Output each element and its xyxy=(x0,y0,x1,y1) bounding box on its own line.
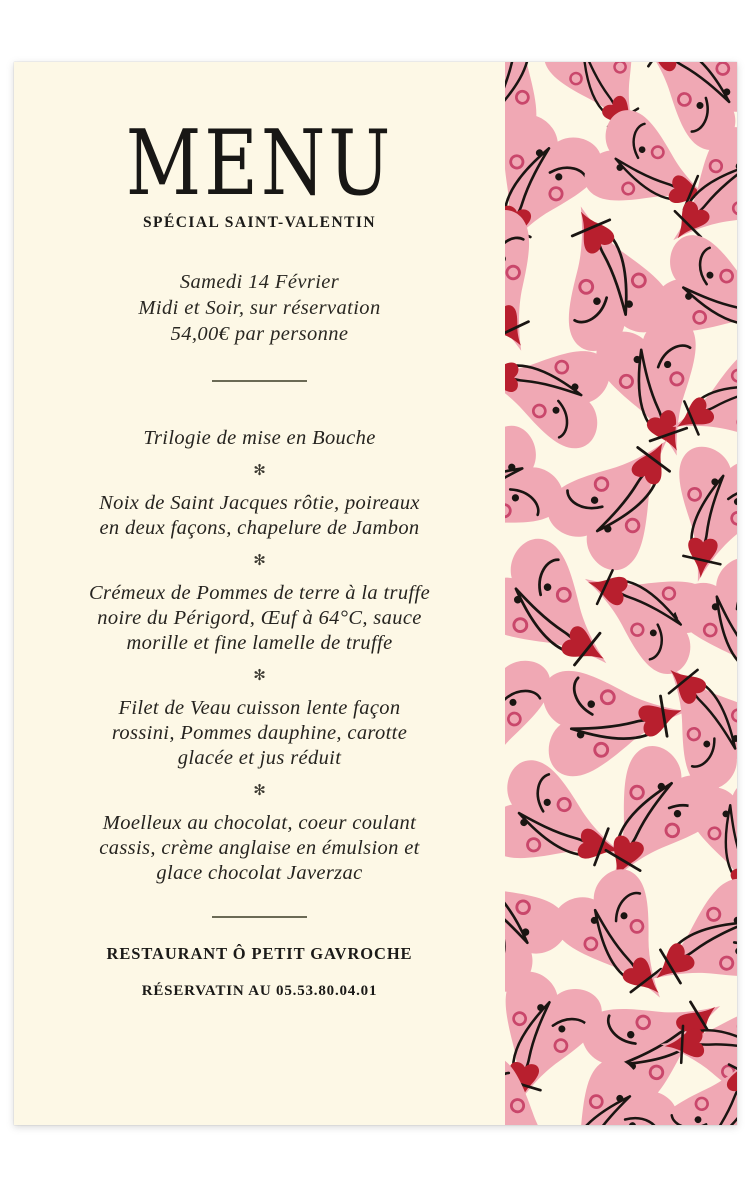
course-separator: ✻ xyxy=(253,668,266,685)
date-line-1: Samedi 14 Février xyxy=(179,271,340,293)
course-separator: ✻ xyxy=(253,463,266,480)
menu-date-block xyxy=(14,232,505,347)
menu-subtitle: SPÉCIAL SAINT-VALENTIN xyxy=(142,214,377,231)
menu-text-column xyxy=(14,62,505,1125)
heart-pattern-canvas xyxy=(505,62,737,1125)
course-item: Trilogie de mise en Bouche xyxy=(143,427,376,450)
restaurant-name: RESTAURANT Ô PETIT GAVROCHE xyxy=(106,943,413,963)
heart-motif xyxy=(591,312,725,470)
course-item: Noix de Saint Jacques rôtie, poireaux en deux façons, chapelure de Jambon xyxy=(99,492,420,540)
course-separator: ✻ xyxy=(253,783,266,800)
valentine-heart-pattern xyxy=(505,62,737,1125)
page-title: MENU xyxy=(125,110,394,216)
reservation-phone: RÉSERVATIN AU 05.53.80.04.01 xyxy=(141,982,378,999)
heart-motif xyxy=(505,203,569,370)
course-list xyxy=(14,382,505,886)
course-item: Crémeux de Pommes de terre à la truffe noire du Périgord, Œuf à 64°C, sauce morille et fine lamelle de truffe xyxy=(88,582,431,655)
course-separator: ✻ xyxy=(253,553,266,570)
course-item: Moelleux au chocolat, coeur coulant cassis, crème anglaise en émulsion et glace chocolat Javerzac xyxy=(99,812,420,885)
menu-card xyxy=(14,62,737,1125)
date-line-2: Midi et Soir, sur réservation xyxy=(138,296,381,319)
date-line-3: 54,00€ par personne xyxy=(170,322,349,345)
course-item: Filet de Veau cuisson lente façon rossini, Pommes dauphine, carotte glacée et jus réduit xyxy=(111,697,408,770)
